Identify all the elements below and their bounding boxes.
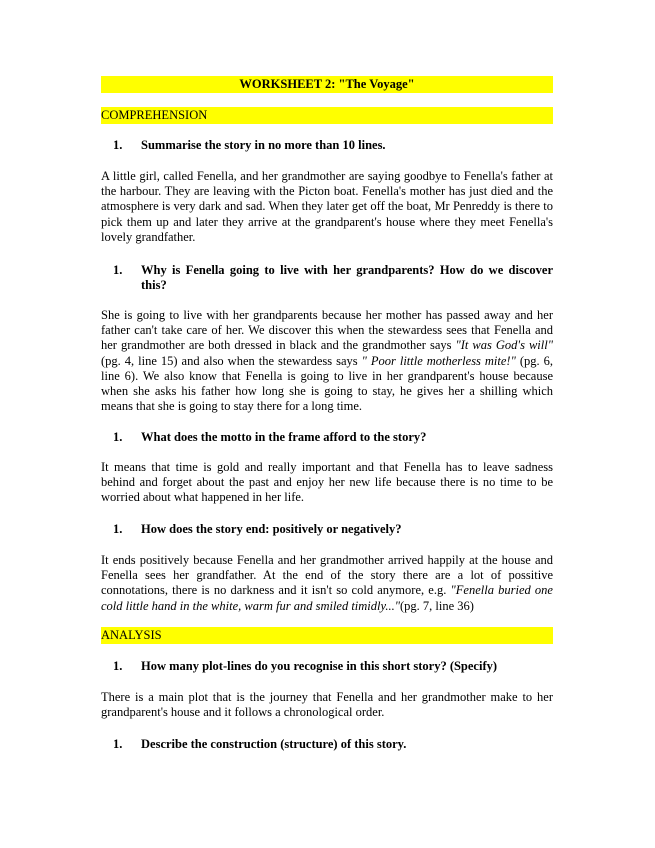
worksheet-title: WORKSHEET 2: "The Voyage": [101, 76, 553, 93]
answer-text: It ends positively because Fenella and her grandmother arrived happily at the house and Fenella sees her grandfather. At the end of the story there are a lot of possitive connotations, there is no darkness and it isn't so cold anymore, e.g.: [101, 553, 553, 598]
answer-text: (pg. 7, line 36): [400, 598, 474, 613]
question-number: 1.: [113, 659, 123, 673]
question-text: How does the story end: positively or negatively?: [141, 522, 402, 536]
question-number: 1.: [113, 263, 123, 277]
quote: " Poor little motherless mite!": [361, 353, 516, 368]
answer-motto: It means that time is gold and really important and that Fenella has to leave sadness behind and forget about the past and enjoy her new life because there is no time to be worried about what happened in her life.: [101, 460, 553, 505]
quote: "It was God's will": [455, 338, 553, 353]
question-motto: [113, 430, 553, 445]
answer-text: She is going to live with her grandparents because her mother has passed away and her father can't take care of her. We discover this when the stewardess sees that Fenella and her grandmother are both dressed in black and the grandmother says: [101, 308, 553, 353]
question-story-end: [113, 522, 553, 537]
answer-summarise: A little girl, called Fenella, and her grandmother are saying goodbye to Fenella's father at the harbour. They are leaving with the Picton boat. Fenella's mother has just died and the atmosphere is very dark and sad. When they later get off the boat, Mr Penreddy is there to pick them up and later they arrive at the grandparent's house where they meet Fenella's lovely grandfather.: [101, 169, 553, 244]
answer-text: (pg. 6, line 6). We also know that Fenella is going to live in her grandparent's house because when she asks his father how long she is going to stay, he gives her a shilling which means that she is going to stay there for a long time.: [101, 353, 553, 414]
section-heading-comprehension: COMPREHENSION: [101, 107, 553, 124]
question-structure: [113, 737, 553, 752]
question-plot-lines: [113, 659, 553, 674]
answer-why-grandparents: [101, 308, 553, 414]
answer-plot-lines: There is a main plot that is the journey that Fenella and her grandmother make to her grandparent's house and it follows a chronological order.: [101, 690, 553, 720]
question-number: 1.: [113, 522, 123, 536]
answer-story-end: [101, 553, 553, 614]
section-heading-analysis: ANALYSIS: [101, 627, 553, 644]
question-number: 1.: [113, 430, 123, 444]
question-why-grandparents: [113, 263, 553, 293]
question-number: 1.: [113, 138, 123, 152]
question-number: 1.: [113, 737, 123, 751]
question-text: What does the motto in the frame afford to the story?: [141, 430, 427, 444]
question-text: Describe the construction (structure) of this story.: [141, 737, 407, 751]
answer-text: (pg. 4, line 15) and also when the stewardess says: [101, 353, 362, 368]
question-text: Summarise the story in no more than 10 lines.: [141, 138, 386, 152]
question-summarise: [113, 138, 553, 153]
quote: "Fenella buried one cold little hand in the white, warm fur and smiled timidly...": [101, 583, 553, 613]
question-text: How many plot-lines do you recognise in this short story? (Specify): [141, 659, 498, 673]
question-text: Why is Fenella going to live with her grandparents? How do we discover this?: [141, 263, 553, 292]
